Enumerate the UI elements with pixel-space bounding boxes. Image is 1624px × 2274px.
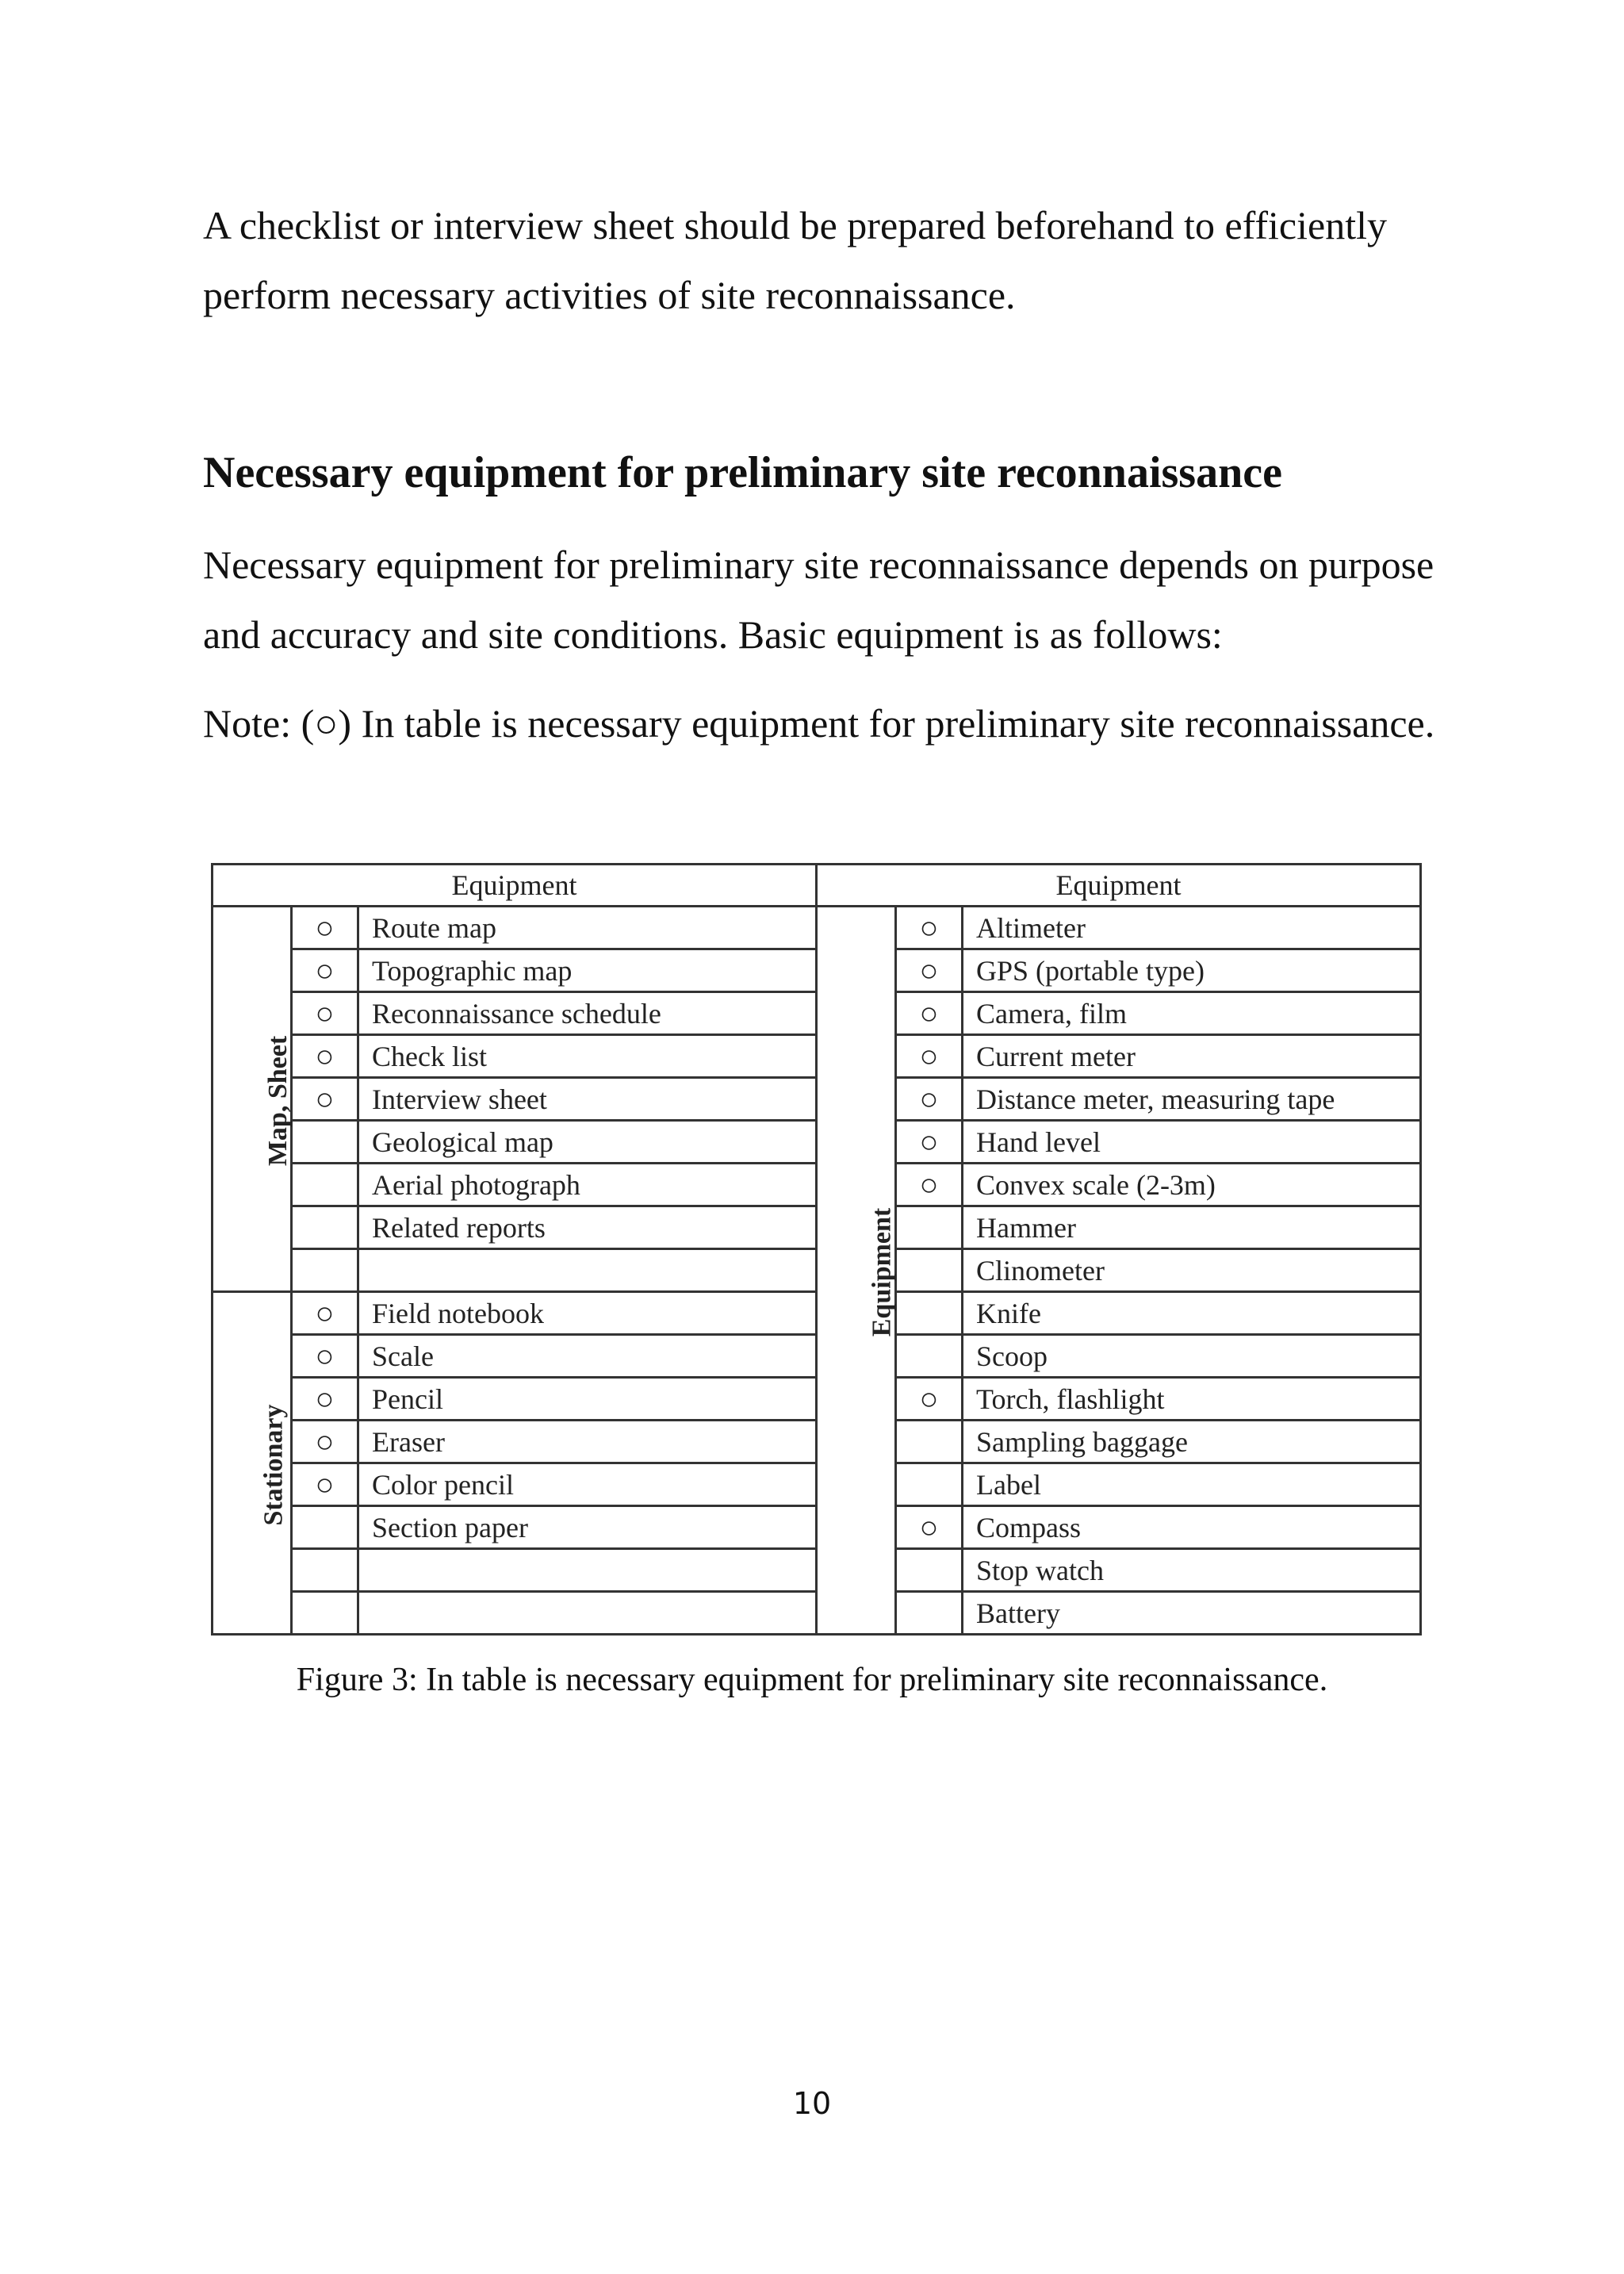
figure-caption: Figure 3: In table is necessary equipment for preliminary site reconnaissance. <box>296 1662 1328 1698</box>
required-mark <box>292 1592 358 1635</box>
equipment-item: Knife <box>963 1292 1421 1335</box>
required-mark: ○ <box>292 1292 358 1335</box>
equipment-item: Hand level <box>963 1121 1421 1164</box>
required-mark <box>896 1206 963 1249</box>
required-mark <box>896 1421 963 1463</box>
equipment-item <box>358 1592 817 1635</box>
left-column-header: Equipment <box>213 865 817 907</box>
equipment-item: Stop watch <box>963 1549 1421 1592</box>
required-mark <box>896 1249 963 1292</box>
equipment-item: Distance meter, measuring tape <box>963 1078 1421 1121</box>
equipment-item: Route map <box>358 907 817 949</box>
required-mark: ○ <box>896 1506 963 1549</box>
table-body <box>213 907 1421 1635</box>
equipment-item: Current meter <box>963 1035 1421 1078</box>
equipment-item: Compass <box>963 1506 1421 1549</box>
group-label-cell <box>213 907 292 1292</box>
equipment-item: Sampling baggage <box>963 1421 1421 1463</box>
group-label: Equipment <box>867 1207 897 1336</box>
equipment-item: Topographic map <box>358 949 817 992</box>
required-mark <box>292 1164 358 1206</box>
equipment-item: Color pencil <box>358 1463 817 1506</box>
required-mark: ○ <box>292 1378 358 1421</box>
equipment-item: Camera, film <box>963 992 1421 1035</box>
right-column-header: Equipment <box>817 865 1421 907</box>
equipment-item: Battery <box>963 1592 1421 1635</box>
equipment-item: Interview sheet <box>358 1078 817 1121</box>
required-mark: ○ <box>292 1035 358 1078</box>
equipment-item: Scoop <box>963 1335 1421 1378</box>
equipment-item: Reconnaissance schedule <box>358 992 817 1035</box>
required-mark: ○ <box>896 949 963 992</box>
required-mark <box>896 1463 963 1506</box>
equipment-item: Check list <box>358 1035 817 1078</box>
equipment-item: GPS (portable type) <box>963 949 1421 992</box>
required-mark <box>896 1335 963 1378</box>
equipment-item: Convex scale (2-3m) <box>963 1164 1421 1206</box>
equipment-item: Aerial photograph <box>358 1164 817 1206</box>
equipment-item: Altimeter <box>963 907 1421 949</box>
required-mark <box>292 1249 358 1292</box>
equipment-item: Pencil <box>358 1378 817 1421</box>
equipment-item: Scale <box>358 1335 817 1378</box>
table-header-row <box>213 865 1421 907</box>
equipment-item: Eraser <box>358 1421 817 1463</box>
note-paragraph: Note: (○) In table is necessary equipment for preliminary site reconnaissance. <box>203 701 1435 746</box>
required-mark <box>896 1592 963 1635</box>
required-mark: ○ <box>292 907 358 949</box>
equipment-item: Torch, flashlight <box>963 1378 1421 1421</box>
group-label-cell <box>213 1292 292 1635</box>
required-mark: ○ <box>292 992 358 1035</box>
intro-paragraph: A checklist or interview sheet should be prepared beforehand to efficiently perform necessary activities of site reconnaissance. <box>203 203 1387 317</box>
equipment-item <box>358 1249 817 1292</box>
required-mark: ○ <box>896 1378 963 1421</box>
equipment-item: Clinometer <box>963 1249 1421 1292</box>
section-heading: Necessary equipment for preliminary site reconnaissance <box>203 448 1282 497</box>
group-label: Map, Sheet <box>263 1035 293 1166</box>
required-mark: ○ <box>896 1035 963 1078</box>
page-number: 10 <box>792 2086 832 2121</box>
required-mark <box>896 1549 963 1592</box>
group-label-cell <box>817 907 896 1635</box>
equipment-item: Geological map <box>358 1121 817 1164</box>
required-mark: ○ <box>292 1463 358 1506</box>
required-mark: ○ <box>896 907 963 949</box>
table-row <box>213 907 1421 949</box>
equipment-item <box>358 1549 817 1592</box>
required-mark <box>292 1506 358 1549</box>
required-mark <box>292 1549 358 1592</box>
equipment-item: Hammer <box>963 1206 1421 1249</box>
required-mark <box>292 1121 358 1164</box>
group-label: Stationary <box>259 1404 289 1525</box>
required-mark: ○ <box>292 1078 358 1121</box>
required-mark: ○ <box>896 992 963 1035</box>
required-mark <box>896 1292 963 1335</box>
required-mark: ○ <box>896 1121 963 1164</box>
description-paragraph: Necessary equipment for preliminary site reconnaissance depends on purpose and accuracy and site conditions. Basic equipment is as follows: <box>203 543 1434 657</box>
required-mark: ○ <box>896 1164 963 1206</box>
required-mark: ○ <box>292 1335 358 1378</box>
equipment-item: Field notebook <box>358 1292 817 1335</box>
required-mark: ○ <box>292 1421 358 1463</box>
equipment-item: Section paper <box>358 1506 817 1549</box>
equipment-table <box>211 863 1422 1636</box>
equipment-table-figure <box>211 863 1419 1636</box>
required-mark <box>292 1206 358 1249</box>
required-mark: ○ <box>292 949 358 992</box>
equipment-item: Label <box>963 1463 1421 1506</box>
equipment-item: Related reports <box>358 1206 817 1249</box>
required-mark: ○ <box>896 1078 963 1121</box>
